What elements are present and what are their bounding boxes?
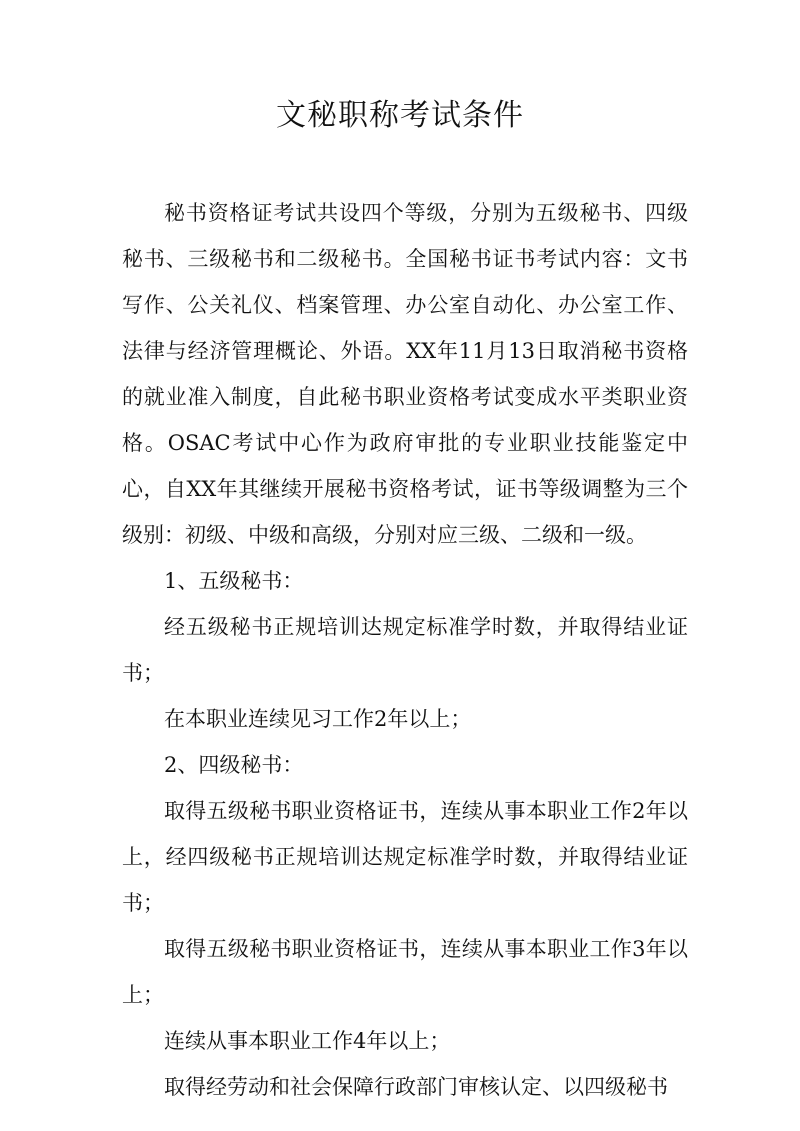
paragraph-condition: 连续从事本职业工作4年以上； (164, 1029, 451, 1053)
paragraph-condition: 在本职业连续见习工作2年以上； (164, 707, 472, 731)
paragraph-condition: 取得五级秘书职业资格证书，连续从事本职业工作3年以上； (122, 937, 688, 1007)
paragraph-condition: 经五级秘书正规培训达规定标准学时数，并取得结业证书； (122, 615, 688, 685)
document-body (122, 190, 688, 1110)
paragraph-intro: 秘书资格证考试共设四个等级，分别为五级秘书、四级秘书、三级秘书和二级秘书。全国秘书证书考试内容：文书写作、公关礼仪、档案管理、办公室自动化、办公室工作、法律与经济管理概论、外语。XX年11月13日取消秘书资格的就业准入制度，自此秘书职业资格考试变成水平类职业资格。OSAC考试中心作为政府审批的专业职业技能鉴定中心，自XX年其继续开展秘书资格考试，证书等级调整为三个级别：初级、中级和高级，分别对应三级、二级和一级。 (122, 201, 688, 547)
heading-level-5-secretary: 1、五级秘书： (164, 569, 304, 593)
document-title: 文秘职称考试条件 (276, 98, 524, 133)
heading-level-4-secretary: 2、四级秘书： (164, 753, 304, 777)
paragraph-condition: 取得五级秘书职业资格证书，连续从事本职业工作2年以上，经四级秘书正规培训达规定标准学时数，并取得结业证书； (122, 799, 688, 915)
paragraph-condition: 取得经劳动和社会保障行政部门审核认定、以四级秘书 (164, 1075, 668, 1099)
